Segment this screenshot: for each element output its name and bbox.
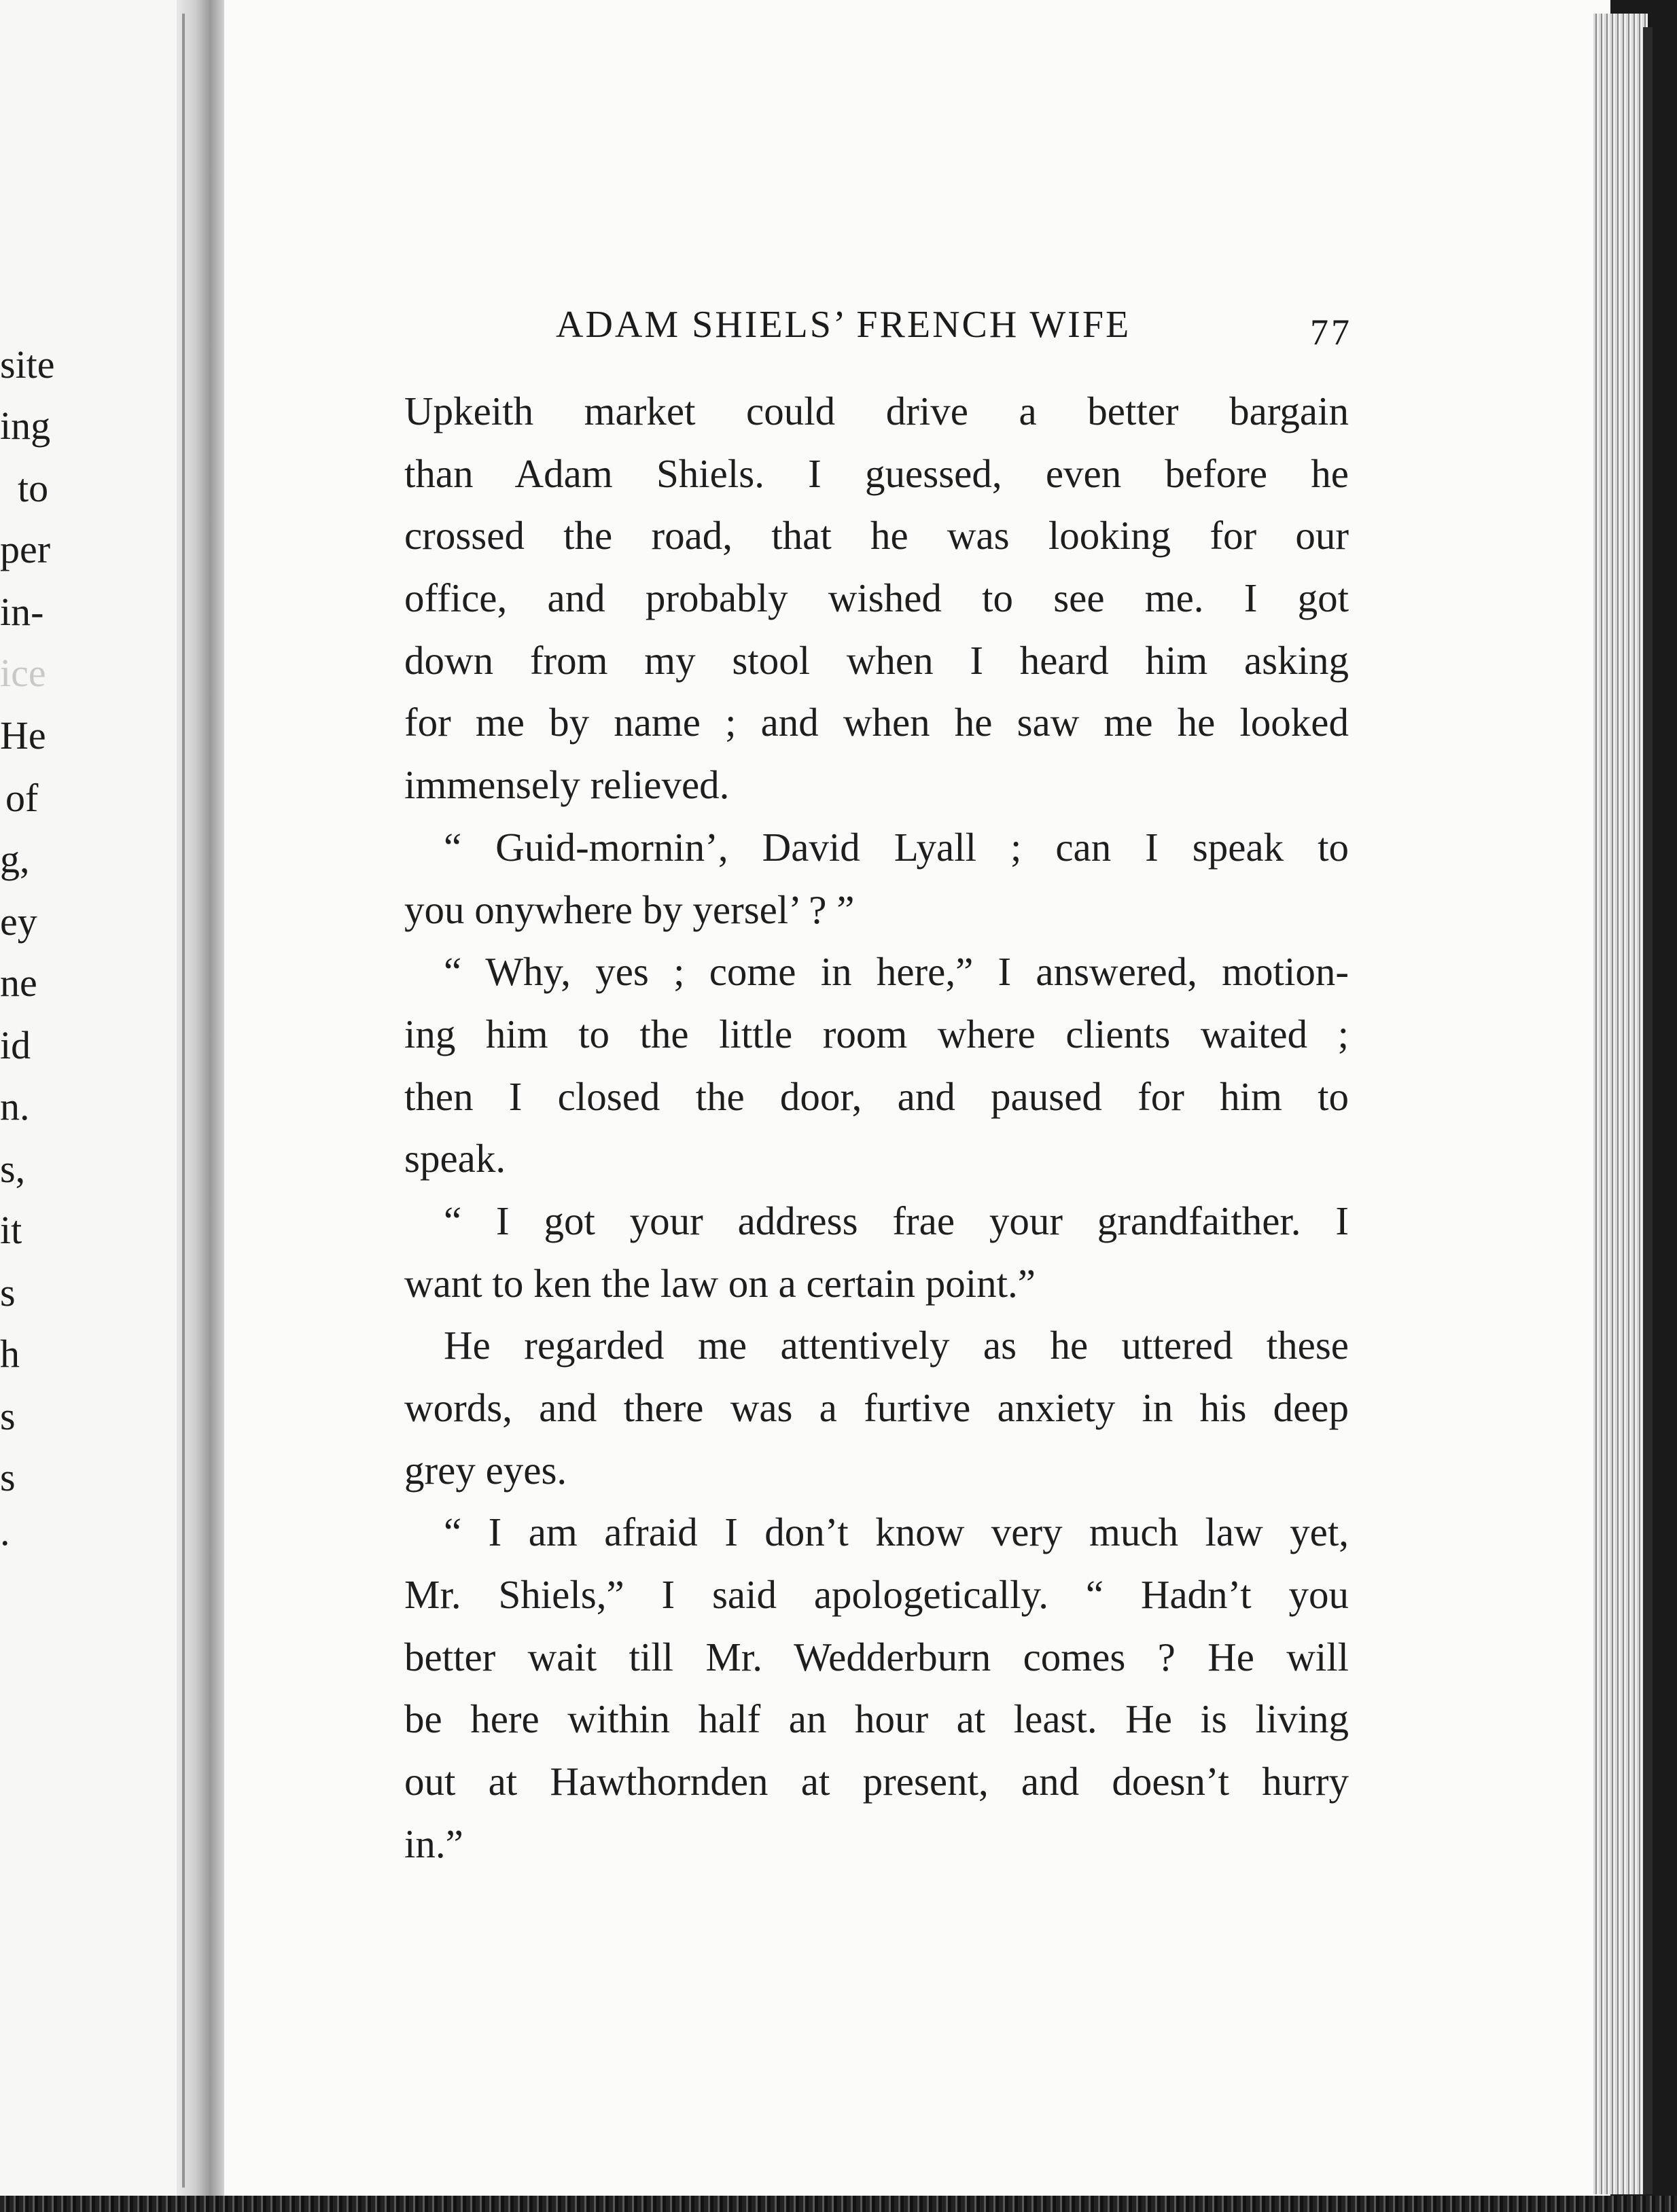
left-fragment: site bbox=[0, 342, 55, 387]
left-fragment: He bbox=[0, 713, 46, 757]
left-fragment: s bbox=[0, 1394, 16, 1438]
text-line: in.” bbox=[404, 1821, 463, 1866]
left-fragment: s bbox=[0, 1455, 16, 1499]
left-fragment: h bbox=[0, 1332, 20, 1376]
text-line: better wait till Mr. Wedderburn comes ? He will bbox=[404, 1634, 1349, 1679]
text-line: want to ken the law on a certain point.” bbox=[404, 1260, 1036, 1306]
text-line: Mr. Shiels,” I said apologetically. “ Hadn’t you bbox=[404, 1572, 1349, 1618]
book-bottom-edge bbox=[0, 2196, 1677, 2212]
left-fragment: id bbox=[0, 1023, 31, 1067]
body-text bbox=[404, 380, 1349, 1876]
left-fragment: g, bbox=[0, 837, 30, 881]
left-fragment: s, bbox=[0, 1147, 26, 1191]
text-line: Upkeith market could drive a better bargain bbox=[404, 389, 1349, 433]
text-line: “ Why, yes ; come in here,” I answered, motion- bbox=[444, 949, 1349, 995]
gutter-shadow-line bbox=[182, 14, 185, 2188]
left-fragment: to bbox=[18, 466, 49, 510]
page-edges bbox=[1593, 14, 1648, 2194]
left-fragment: of bbox=[5, 776, 39, 820]
text-line: ing him to the little room where clients waited ; bbox=[404, 1011, 1349, 1056]
left-fragment: it bbox=[0, 1208, 22, 1252]
page-number: 77 bbox=[1310, 312, 1352, 353]
left-fragment: ice bbox=[0, 651, 46, 695]
text-line: out at Hawthornden at present, and doesn’t hurry bbox=[404, 1759, 1349, 1804]
previous-page bbox=[0, 0, 190, 2198]
page-edges-shadow bbox=[1643, 27, 1653, 2194]
left-fragment: ing bbox=[0, 404, 51, 448]
text-line: be here within half an hour at least. He is living bbox=[404, 1696, 1349, 1742]
text-line: than Adam Shiels. I guessed, even before he bbox=[404, 450, 1349, 496]
text-line: then I closed the door, and paused for him to bbox=[404, 1073, 1349, 1119]
text-line: immensely relieved. bbox=[404, 762, 730, 808]
left-fragment: ey bbox=[0, 899, 37, 944]
text-line: “ Guid-mornin’, David Lyall ; can I speak to bbox=[444, 824, 1349, 870]
text-line: speak. bbox=[404, 1136, 506, 1181]
text-line: you onywhere by yersel’ ? ” bbox=[404, 887, 855, 932]
left-fragment: per bbox=[0, 527, 51, 571]
left-fragment: ne bbox=[0, 961, 37, 1005]
text-line: office, and probably wished to see me. I got bbox=[404, 575, 1349, 621]
text-line: down from my stool when I heard him asking bbox=[404, 637, 1349, 683]
left-fragment: s bbox=[0, 1270, 16, 1315]
text-line: for me by name ; and when he saw me he looked bbox=[404, 700, 1349, 745]
text-line: words, and there was a furtive anxiety in his deep bbox=[404, 1385, 1349, 1430]
text-line: crossed the road, that he was looking for our bbox=[404, 513, 1349, 558]
left-fragment: in- bbox=[0, 590, 44, 634]
text-line: “ I got your address frae your grandfaither. I bbox=[444, 1198, 1349, 1243]
text-line: He regarded me attentively as he uttered these bbox=[444, 1323, 1349, 1368]
text-line: “ I am afraid I don’t know very much law yet, bbox=[444, 1510, 1349, 1555]
left-fragment: . bbox=[0, 1510, 10, 1554]
left-fragment: n. bbox=[0, 1084, 30, 1128]
running-header-title: ADAM SHIELS’ FRENCH WIFE bbox=[556, 304, 1131, 346]
text-line: grey eyes. bbox=[404, 1447, 567, 1493]
